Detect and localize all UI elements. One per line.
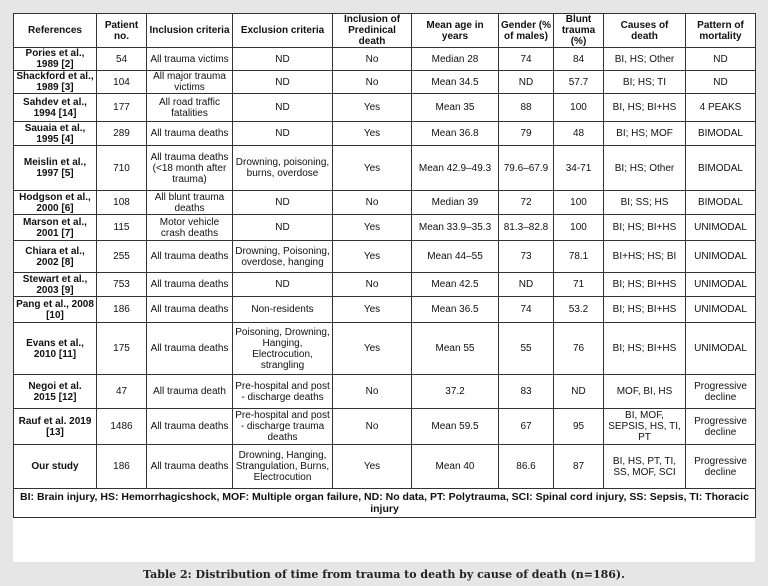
table-cell: All road traffic fatalities: [147, 94, 233, 122]
table-cell: Meislin et al., 1997 [5]: [14, 146, 97, 191]
table-cell: BI; SS; HS: [604, 191, 686, 215]
table-cell: All trauma deaths: [147, 409, 233, 445]
table-row: [14, 409, 756, 445]
table-cell: Drowning, Hanging, Strangulation, Burns, Electrocution: [233, 445, 333, 489]
table-cell: ND: [554, 375, 604, 409]
table-cell: Progressive decline: [686, 375, 756, 409]
table-cell: All trauma death: [147, 375, 233, 409]
table-cell: ND: [686, 71, 756, 94]
table-cell: 54: [97, 48, 147, 71]
table-cell: ND: [233, 273, 333, 297]
table-cell: All trauma deaths: [147, 297, 233, 323]
table-cell: Poisoning, Drowning, Hanging, Electrocution, strangling: [233, 323, 333, 375]
table-cell: ND: [233, 191, 333, 215]
table-cell: BI, HS; BI+HS: [604, 94, 686, 122]
table-cell: 76: [554, 323, 604, 375]
table-cell: 100: [554, 94, 604, 122]
table-cell: No: [333, 71, 412, 94]
table-cell: Mean 34.5: [412, 71, 499, 94]
table-cell: Progressive decline: [686, 445, 756, 489]
table-cell: Drowning, Poisoning, overdose, hanging: [233, 241, 333, 273]
table-row: [14, 323, 756, 375]
table-cell: Mean 42.9–49.3: [412, 146, 499, 191]
table-cell: BI+HS; HS; BI: [604, 241, 686, 273]
table-sheet: [13, 13, 755, 562]
table-cell: ND: [499, 273, 554, 297]
table-row: [14, 71, 756, 94]
table-cell: Median 28: [412, 48, 499, 71]
table-cell: Median 39: [412, 191, 499, 215]
table-cell: 79: [499, 122, 554, 146]
table-row: [14, 191, 756, 215]
table-cell: UNIMODAL: [686, 241, 756, 273]
table-cell: 115: [97, 215, 147, 241]
table-cell: ND: [233, 215, 333, 241]
table-cell: No: [333, 191, 412, 215]
table-row: [14, 241, 756, 273]
table-cell: 186: [97, 297, 147, 323]
table-row: [14, 375, 756, 409]
table-cell: ND: [233, 71, 333, 94]
table-cell: Marson et al., 2001 [7]: [14, 215, 97, 241]
table-cell: 83: [499, 375, 554, 409]
table-cell: All blunt trauma deaths: [147, 191, 233, 215]
table-cell: 100: [554, 215, 604, 241]
table-cell: BI; HS; BI+HS: [604, 215, 686, 241]
table-cell: BI; HS; Other: [604, 146, 686, 191]
mortality-table: [13, 13, 756, 518]
table-cell: No: [333, 48, 412, 71]
table-cell: All trauma deaths: [147, 122, 233, 146]
table-cell: 79.6–67.9: [499, 146, 554, 191]
table-body: [14, 48, 756, 518]
table-cell: Shackford et al., 1989 [3]: [14, 71, 97, 94]
table-cell: Drowning, poisoning, burns, overdose: [233, 146, 333, 191]
table-cell: Yes: [333, 94, 412, 122]
table-cell: No: [333, 409, 412, 445]
table-cell: Stewart et al., 2003 [9]: [14, 273, 97, 297]
column-header: Exclusion criteria: [233, 14, 333, 48]
table-cell: All trauma victims: [147, 48, 233, 71]
table-cell: No: [333, 273, 412, 297]
footnote-row: [14, 489, 756, 518]
table-cell: Negoi et al. 2015 [12]: [14, 375, 97, 409]
table-cell: 175: [97, 323, 147, 375]
table-cell: Yes: [333, 445, 412, 489]
table-cell: BI; HS; TI: [604, 71, 686, 94]
table-row: [14, 122, 756, 146]
table-cell: 57.7: [554, 71, 604, 94]
table-row: [14, 48, 756, 71]
table-cell: Motor vehicle crash deaths: [147, 215, 233, 241]
column-header: Mean age in years: [412, 14, 499, 48]
table-cell: Mean 36.8: [412, 122, 499, 146]
column-header: Gender (% of males): [499, 14, 554, 48]
table-cell: 48: [554, 122, 604, 146]
table-cell: 55: [499, 323, 554, 375]
table-cell: 95: [554, 409, 604, 445]
table-cell: 289: [97, 122, 147, 146]
table-cell: 108: [97, 191, 147, 215]
table-cell: Pories et al., 1989 [2]: [14, 48, 97, 71]
table-row: [14, 297, 756, 323]
table-row: [14, 94, 756, 122]
table-cell: Progressive decline: [686, 409, 756, 445]
column-header: Inclusion of Predinical death: [333, 14, 412, 48]
table-cell: 53.2: [554, 297, 604, 323]
table-cell: BIMODAL: [686, 122, 756, 146]
table-cell: BI; HS; BI+HS: [604, 273, 686, 297]
table-cell: Our study: [14, 445, 97, 489]
table-cell: 67: [499, 409, 554, 445]
table-cell: UNIMODAL: [686, 215, 756, 241]
table-cell: 71: [554, 273, 604, 297]
table-cell: BI; HS; MOF: [604, 122, 686, 146]
table-cell: Evans et al., 2010 [11]: [14, 323, 97, 375]
column-header: Blunt trauma (%): [554, 14, 604, 48]
table-cell: ND: [233, 122, 333, 146]
table-cell: Mean 35: [412, 94, 499, 122]
table-row: [14, 445, 756, 489]
table-cell: Mean 40: [412, 445, 499, 489]
table-cell: No: [333, 375, 412, 409]
table-cell: 81.3–82.8: [499, 215, 554, 241]
table-cell: Mean 44–55: [412, 241, 499, 273]
table-row: [14, 273, 756, 297]
table-cell: BI, HS, PT, TI, SS, MOF, SCI: [604, 445, 686, 489]
table-row: [14, 146, 756, 191]
table-cell: 1486: [97, 409, 147, 445]
table-cell: Yes: [333, 241, 412, 273]
table-cell: All major trauma victims: [147, 71, 233, 94]
table-cell: 74: [499, 297, 554, 323]
table-cell: 84: [554, 48, 604, 71]
table-cell: All trauma deaths: [147, 323, 233, 375]
table-cell: 73: [499, 241, 554, 273]
table-cell: 186: [97, 445, 147, 489]
table-cell: Yes: [333, 323, 412, 375]
column-header: Patient no.: [97, 14, 147, 48]
table-cell: 78.1: [554, 241, 604, 273]
header-row: [14, 14, 756, 48]
table-cell: Mean 33.9–35.3: [412, 215, 499, 241]
table-cell: Rauf et al. 2019 [13]: [14, 409, 97, 445]
table-cell: UNIMODAL: [686, 297, 756, 323]
table-cell: ND: [233, 48, 333, 71]
table-cell: ND: [686, 48, 756, 71]
table-caption: Table 2: Distribution of time from trauma to death by cause of death (n=186).: [143, 568, 625, 581]
table-cell: BI; HS; BI+HS: [604, 297, 686, 323]
table-cell: BIMODAL: [686, 191, 756, 215]
table-cell: 104: [97, 71, 147, 94]
table-cell: 86.6: [499, 445, 554, 489]
table-cell: Pre-hospital and post - discharge trauma deaths: [233, 409, 333, 445]
table-cell: 4 PEAKS: [686, 94, 756, 122]
table-cell: Mean 42.5: [412, 273, 499, 297]
table-cell: Sauaia et al., 1995 [4]: [14, 122, 97, 146]
table-cell: 88: [499, 94, 554, 122]
table-cell: 37.2: [412, 375, 499, 409]
table-cell: BI; HS; BI+HS: [604, 323, 686, 375]
table-row: [14, 215, 756, 241]
table-cell: UNIMODAL: [686, 323, 756, 375]
table-cell: Pang et al., 2008 [10]: [14, 297, 97, 323]
table-cell: Hodgson et al., 2000 [6]: [14, 191, 97, 215]
table-cell: 710: [97, 146, 147, 191]
table-cell: Chiara et al., 2002 [8]: [14, 241, 97, 273]
table-cell: Sahdev et al., 1994 [14]: [14, 94, 97, 122]
table-cell: ND: [499, 71, 554, 94]
table-cell: BI, MOF, SEPSIS, HS, TI, PT: [604, 409, 686, 445]
table-cell: ND: [233, 94, 333, 122]
table-cell: UNIMODAL: [686, 273, 756, 297]
table-cell: 34-71: [554, 146, 604, 191]
table-cell: 72: [499, 191, 554, 215]
table-cell: Mean 36.5: [412, 297, 499, 323]
table-cell: Yes: [333, 146, 412, 191]
column-header: Causes of death: [604, 14, 686, 48]
table-cell: Yes: [333, 215, 412, 241]
table-cell: Yes: [333, 297, 412, 323]
table-cell: 255: [97, 241, 147, 273]
table-cell: Mean 59.5: [412, 409, 499, 445]
table-cell: All trauma deaths: [147, 445, 233, 489]
table-cell: 177: [97, 94, 147, 122]
table-cell: 47: [97, 375, 147, 409]
column-header: Pattern of mortality: [686, 14, 756, 48]
table-cell: Mean 55: [412, 323, 499, 375]
table-cell: Pre-hospital and post - discharge deaths: [233, 375, 333, 409]
table-cell: BI, HS; Other: [604, 48, 686, 71]
table-cell: MOF, BI, HS: [604, 375, 686, 409]
table-cell: All trauma deaths (<18 month after trauma): [147, 146, 233, 191]
table-cell: All trauma deaths: [147, 241, 233, 273]
table-cell: 87: [554, 445, 604, 489]
table-cell: All trauma deaths: [147, 273, 233, 297]
table-footnote: BI: Brain injury, HS: Hemorrhagicshock, MOF: Multiple organ failure, ND: No data, PT: Polytrauma, SCI: Spinal cord injury, SS: Sepsis, TI: Thoracic injury: [14, 489, 756, 518]
table-cell: 74: [499, 48, 554, 71]
column-header: Inclusion criteria: [147, 14, 233, 48]
table-cell: 753: [97, 273, 147, 297]
table-cell: 100: [554, 191, 604, 215]
column-header: References: [14, 14, 97, 48]
table-cell: Non-residents: [233, 297, 333, 323]
table-cell: Yes: [333, 122, 412, 146]
table-cell: BIMODAL: [686, 146, 756, 191]
